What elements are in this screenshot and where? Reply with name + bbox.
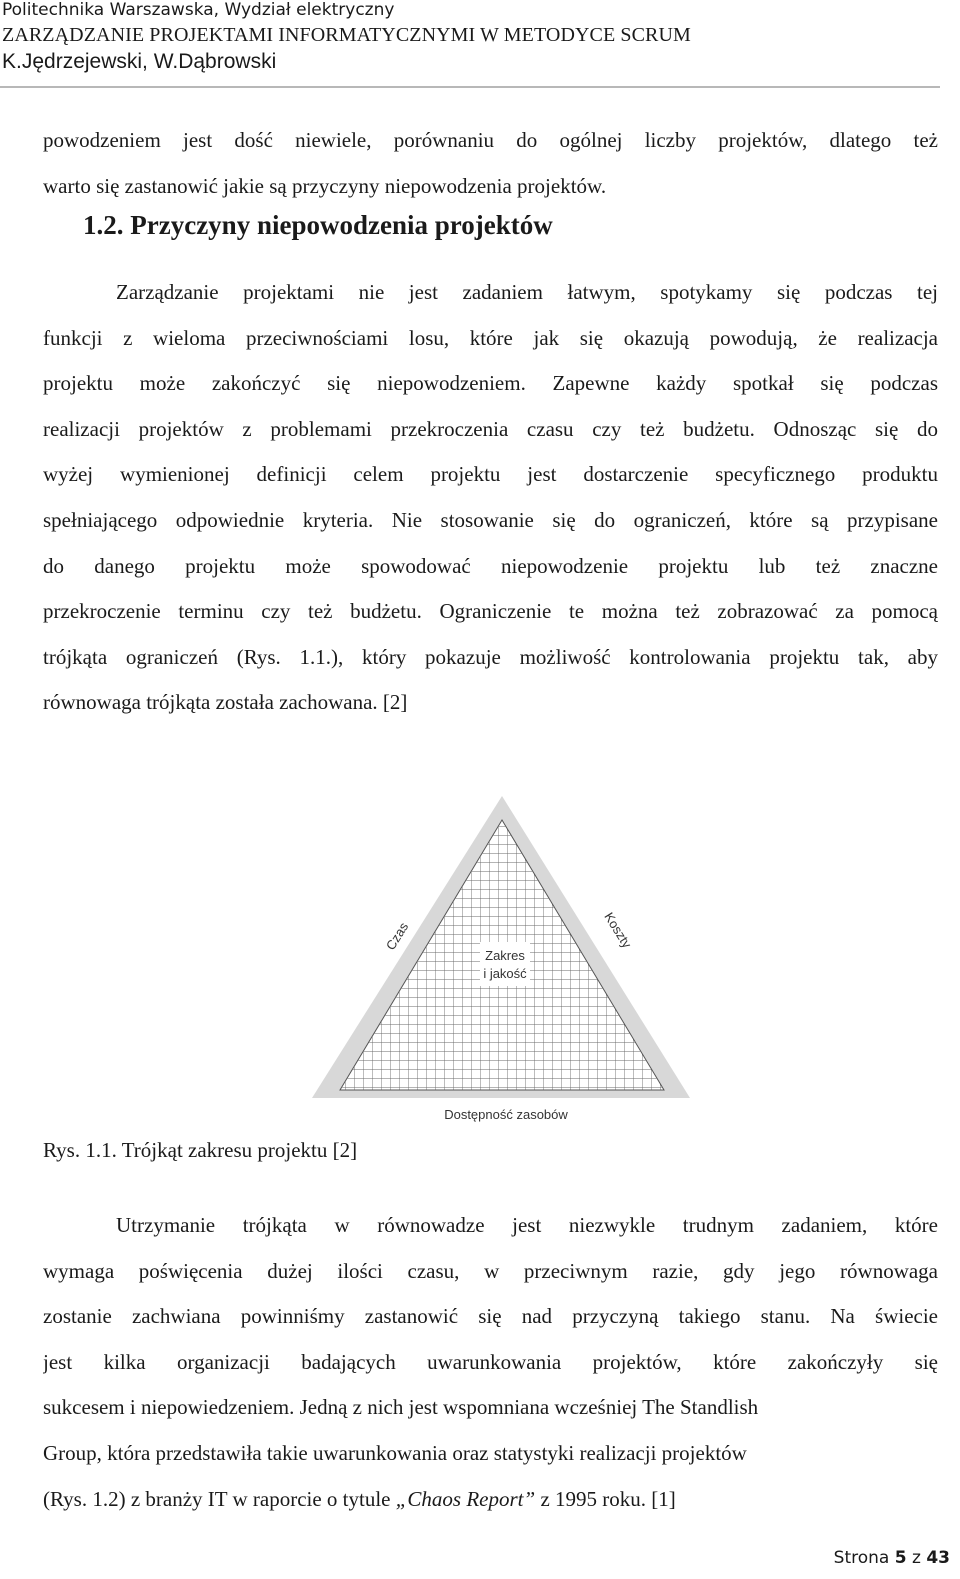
- label-time: Czas: [382, 919, 412, 953]
- page-number-footer: [834, 1548, 950, 1568]
- text-line: powodzeniem jest dość niewiele, porównaniu do ogólnej liczby projektów, dlatego też: [43, 128, 938, 152]
- section-title: Przyczyny niepowodzenia projektów: [130, 210, 553, 240]
- text-line-last: [43, 1477, 938, 1523]
- text-line: sukcesem i niepowiedzeniem. Jedną z nich jest wspomniana wcześniej The Standlish: [43, 1395, 759, 1420]
- text-line: realizacji projektów z problemami przekroczenia czasu czy też budżetu. Odnosząc się do: [43, 416, 938, 441]
- footer-sep: z: [911, 1548, 921, 1568]
- figure-caption: Rys. 1.1. Trójkąt zakresu projektu [2]: [43, 1138, 358, 1162]
- text-line: projektu może zakończyć się niepowodzeniem. Zapewne każdy spotkał się podczas: [43, 371, 938, 396]
- section-heading: [83, 210, 553, 241]
- footer-prefix: Strona: [833, 1548, 890, 1568]
- text-segment: z 1995 roku. [1]: [535, 1486, 676, 1511]
- footer-total: 43: [926, 1548, 950, 1568]
- triangle-diagram: [300, 790, 700, 1130]
- text-line: Group, która przedstawiła takie uwarunkowania oraz statystyki realizacji projektów: [43, 1440, 747, 1465]
- text-line: Zarządzanie projektami nie jest zadaniem łatwym, spotykamy się podczas tej: [116, 280, 938, 304]
- text-line: zostanie zachwiana powinniśmy zastanowić się nad przyczyną takiego stanu. Na świecie: [43, 1304, 938, 1329]
- header-authors: K.Jędrzejewski, W.Dąbrowski: [2, 50, 277, 73]
- label-scope: Zakres: [485, 948, 525, 963]
- paragraph-causes: [43, 270, 938, 726]
- text-line: przekroczenie terminu czy też budżetu. Ograniczenie te można też zobrazować za pomocą: [43, 599, 938, 624]
- text-segment: (Rys. 1.2) z branży IT w raporcie o tytule: [43, 1486, 396, 1511]
- text-line: warto się zastanowić jakie są przyczyny niepowodzenia projektów.: [43, 173, 607, 198]
- footer-page: 5: [894, 1548, 907, 1568]
- text-line: wyżej wymienionej definicji celem projektu jest dostarczenie specyficznego produktu: [43, 462, 938, 487]
- text-line: do danego projektu może spowodować niepowodzenie projektu lub też znaczne: [43, 553, 938, 578]
- report-title: „Chaos Report”: [395, 1486, 536, 1511]
- header-university: Politechnika Warszawska, Wydział elektryczny: [2, 0, 395, 20]
- header-divider: [0, 86, 940, 88]
- section-number: 1.2.: [83, 210, 124, 240]
- text-line: funkcji z wieloma przeciwnościami losu, które jak się okazują powodują, że realizacja: [43, 325, 938, 350]
- text-line: jest kilka organizacji badających uwarunkowania projektów, które zakończyły się: [43, 1349, 938, 1374]
- text-line: wymaga poświęcenia dużej ilości czasu, w przeciwnym razie, gdy jego równowaga: [43, 1258, 938, 1283]
- header-title: ZARZĄDZANIE PROJEKTAMI INFORMATYCZNYMI W METODYCE SCRUM: [2, 24, 691, 46]
- text-line: spełniającego odpowiednie kryteria. Nie stosowanie się do ograniczeń, które są przypisane: [43, 507, 938, 532]
- constraint-triangle-figure: [300, 790, 700, 1130]
- paragraph-balance: [43, 1203, 938, 1522]
- text-line: trójkąta ograniczeń (Rys. 1.1.), który pokazuje możliwość kontrolowania projektu tak, aby: [43, 644, 938, 669]
- text-line: równowaga trójkąta została zachowana. [2]: [43, 690, 408, 715]
- paragraph-intro: [43, 118, 938, 209]
- text-line: Utrzymanie trójkąta w równowadze jest niezwykle trudnym zadaniem, które: [116, 1213, 938, 1237]
- label-resources: Dostępność zasobów: [444, 1107, 568, 1122]
- label-costs: Koszty: [601, 909, 635, 951]
- label-quality: i jakość: [483, 966, 527, 981]
